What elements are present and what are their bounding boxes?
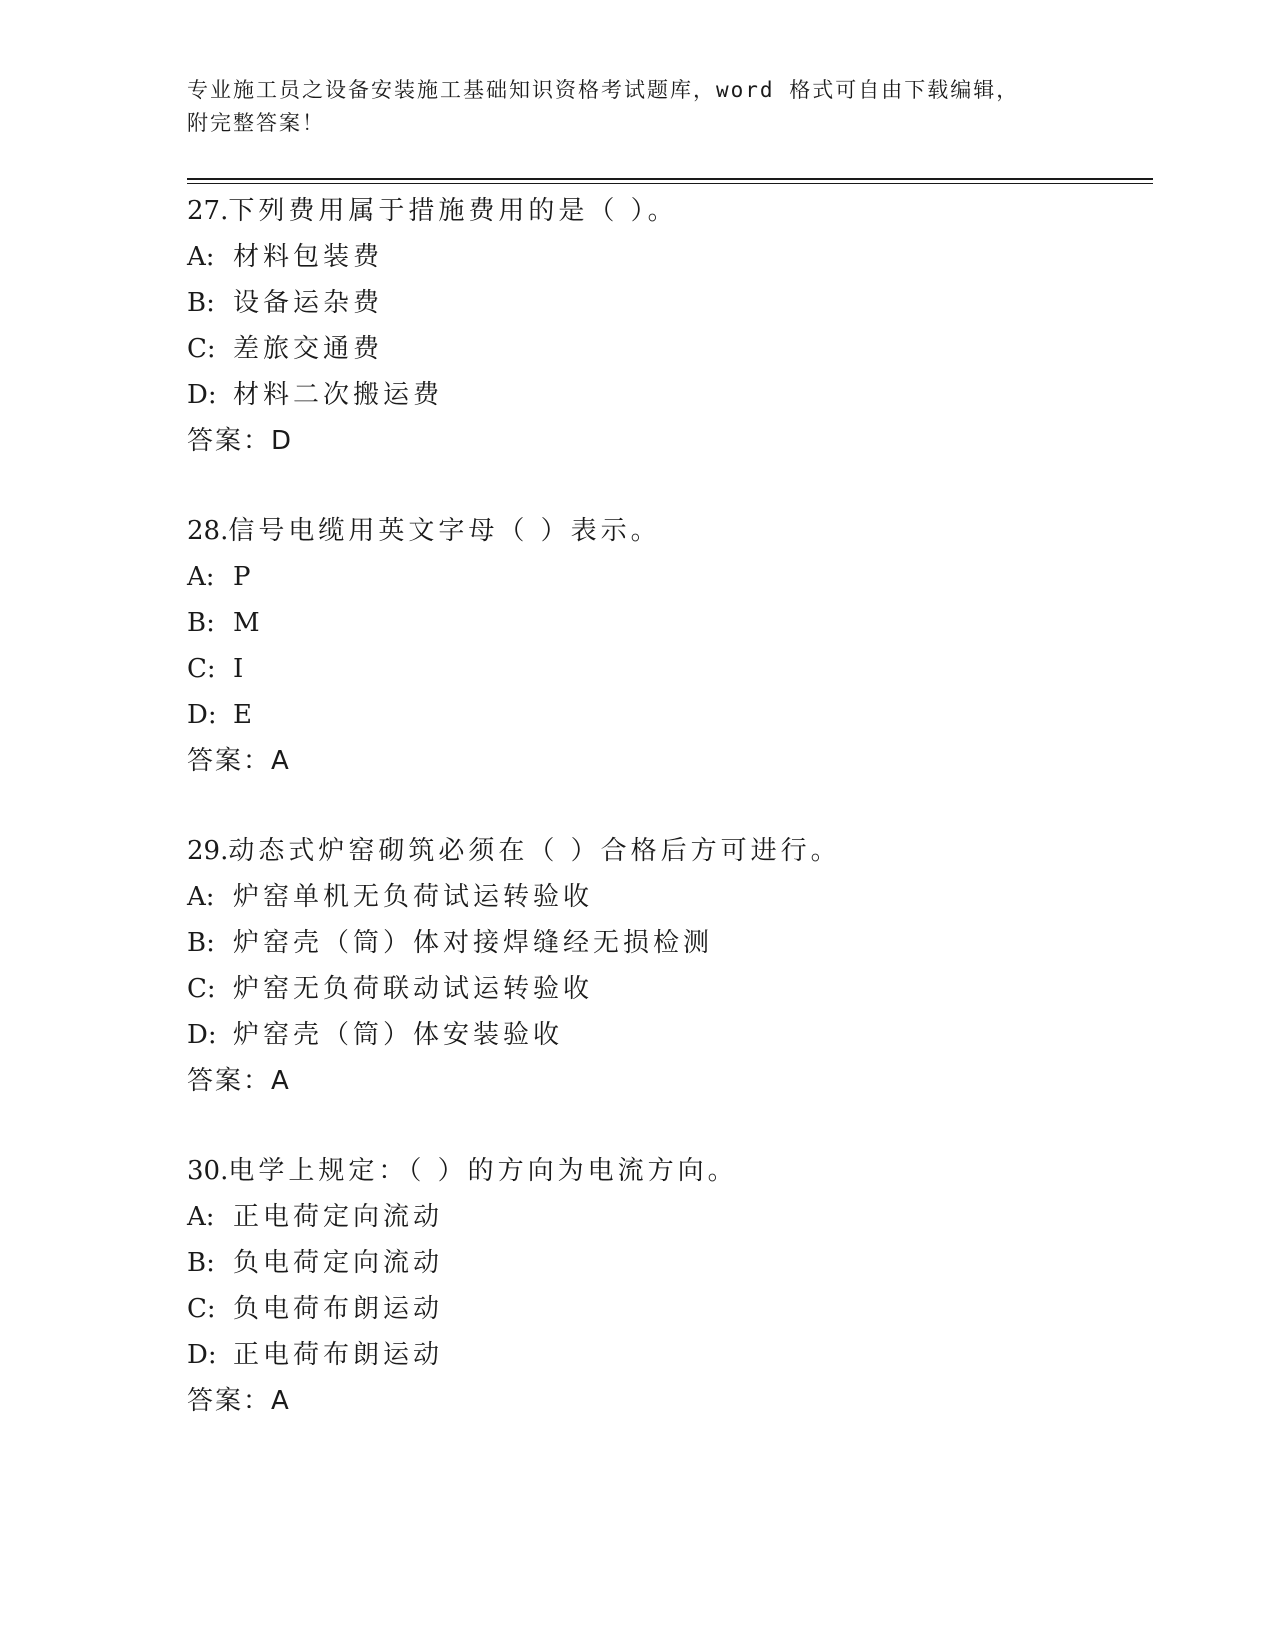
option-c	[187, 1286, 1147, 1332]
option-c	[187, 326, 1147, 372]
option-text: 差旅交通费	[233, 334, 384, 364]
header-divider-thick	[187, 178, 1153, 180]
option-key: C:	[187, 1294, 216, 1324]
question-29	[187, 828, 1147, 1104]
option-text: M	[233, 608, 264, 638]
option-a	[187, 234, 1147, 280]
document-header	[187, 74, 1087, 140]
option-text: 负电荷布朗运动	[233, 1294, 444, 1324]
option-text: E	[233, 700, 256, 730]
option-key: B:	[187, 1248, 215, 1278]
option-c	[187, 646, 1147, 692]
option-text: 炉窑壳（筒）体对接焊缝经无损检测	[233, 928, 714, 958]
option-key: C:	[187, 334, 216, 364]
answer: 答案：D	[187, 426, 294, 456]
option-text: 设备运杂费	[233, 288, 384, 318]
header-line-1: 专业施工员之设备安装施工基础知识资格考试题库，word 格式可自由下载编辑，	[187, 78, 1020, 102]
option-key: D:	[187, 380, 217, 410]
answer: 答案：A	[187, 1066, 291, 1096]
question-28	[187, 508, 1147, 784]
option-d	[187, 1012, 1147, 1058]
question-text: 下列费用属于措施费用的是（ ）。	[228, 196, 678, 226]
option-text: P	[233, 562, 255, 592]
option-text: 负电荷定向流动	[233, 1248, 444, 1278]
question-stem	[187, 1148, 1147, 1194]
option-text: 材料二次搬运费	[233, 380, 444, 410]
header-line-2: 附完整答案！	[187, 111, 325, 135]
question-text: 信号电缆用英文字母（ ）表示。	[228, 516, 661, 546]
option-key: C:	[187, 974, 216, 1004]
question-list	[187, 188, 1147, 1468]
option-key: B:	[187, 928, 215, 958]
question-stem	[187, 188, 1147, 234]
option-b	[187, 1240, 1147, 1286]
option-a	[187, 1194, 1147, 1240]
option-key: A:	[187, 562, 215, 592]
option-key: A:	[187, 242, 215, 272]
option-key: A:	[187, 882, 215, 912]
question-text: 动态式炉窑砌筑必须在（ ）合格后方可进行。	[228, 836, 841, 866]
option-text: 材料包装费	[233, 242, 384, 272]
question-number: 27.	[187, 196, 229, 226]
answer: 答案：A	[187, 1386, 291, 1416]
option-b	[187, 920, 1147, 966]
question-number: 30.	[187, 1156, 229, 1186]
option-a	[187, 874, 1147, 920]
option-a	[187, 554, 1147, 600]
option-key: D:	[187, 1020, 217, 1050]
option-d	[187, 692, 1147, 738]
header-divider-thin	[187, 183, 1153, 184]
option-c	[187, 966, 1147, 1012]
question-27	[187, 188, 1147, 464]
option-d	[187, 372, 1147, 418]
question-number: 29.	[187, 836, 229, 866]
option-text: 正电荷布朗运动	[233, 1340, 444, 1370]
option-key: C:	[187, 654, 216, 684]
question-30	[187, 1148, 1147, 1424]
option-b	[187, 280, 1147, 326]
option-text: 炉窑壳（筒）体安装验收	[233, 1020, 564, 1050]
option-key: D:	[187, 700, 217, 730]
option-key: D:	[187, 1340, 217, 1370]
option-key: A:	[187, 1202, 215, 1232]
question-text: 电学上规定：（ ）的方向为电流方向。	[228, 1156, 738, 1186]
option-text: 炉窑无负荷联动试运转验收	[233, 974, 594, 1004]
option-text: I	[233, 654, 248, 684]
question-stem	[187, 508, 1147, 554]
option-d	[187, 1332, 1147, 1378]
answer: 答案：A	[187, 746, 291, 776]
option-key: B:	[187, 288, 215, 318]
question-stem	[187, 828, 1147, 874]
option-key: B:	[187, 608, 215, 638]
option-b	[187, 600, 1147, 646]
option-text: 正电荷定向流动	[233, 1202, 444, 1232]
option-text: 炉窑单机无负荷试运转验收	[233, 882, 594, 912]
question-number: 28.	[187, 516, 229, 546]
